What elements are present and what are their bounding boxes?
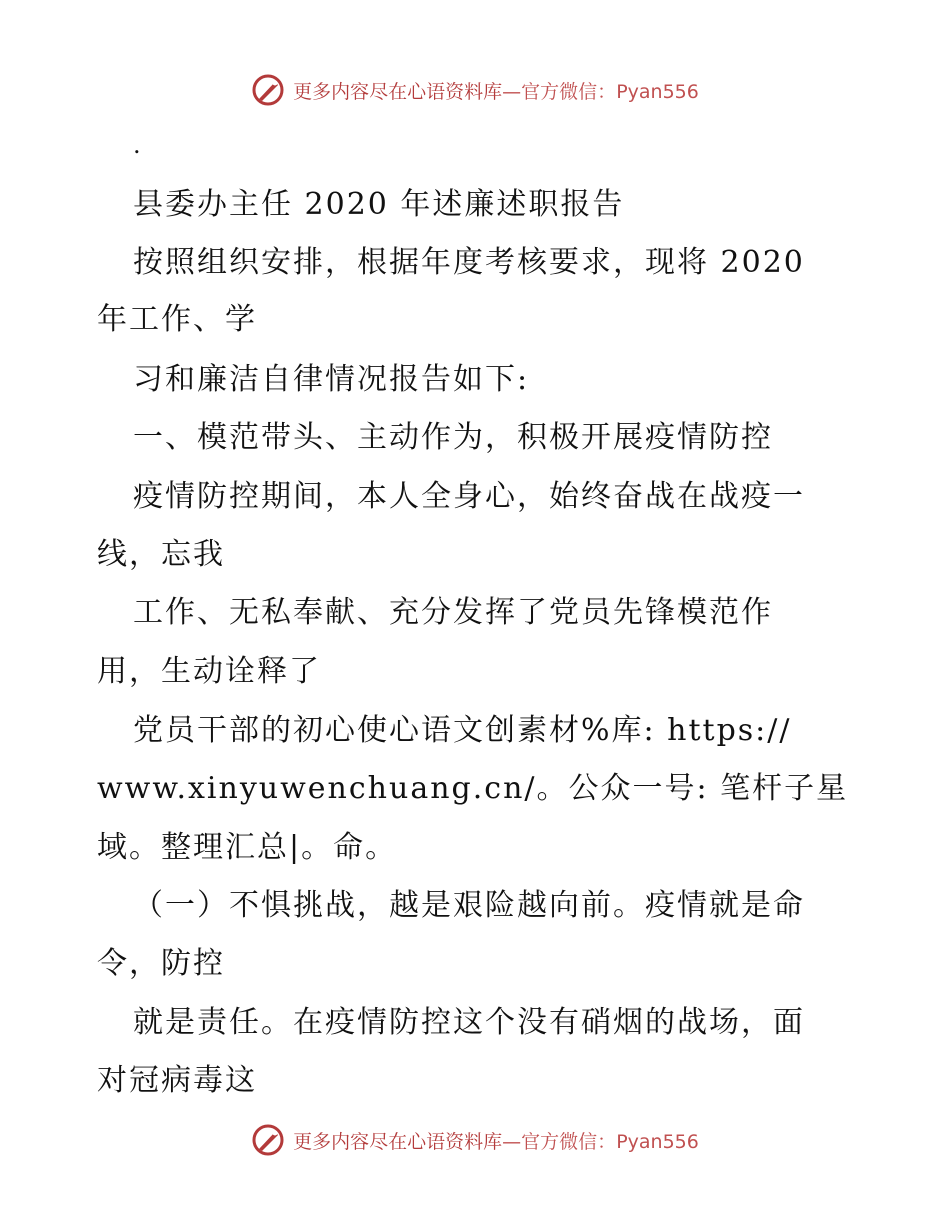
stray-dot: .	[133, 131, 141, 159]
paragraph-line: （一）不惧挑战，越是艰险越向前。疫情就是命	[133, 888, 805, 923]
pen-logo-icon	[251, 73, 285, 107]
watermark-text: 更多内容尽在心语资料库—官方微信：Pyan556	[293, 80, 699, 103]
paragraph-line: 用，生动诠释了	[97, 654, 321, 689]
paragraph-line: 工作、无私奉献、充分发挥了党员先锋模范作	[133, 595, 773, 630]
footer-watermark	[0, 1120, 950, 1160]
document-title: 县委办主任 2020 年述廉述职报告	[133, 187, 625, 222]
paragraph-line: 疫情防控期间，本人全身心，始终奋战在战疫一	[133, 479, 805, 514]
paragraph-line: 习和廉洁自律情况报告如下:	[133, 362, 530, 397]
header-watermark	[0, 70, 950, 110]
section-heading: 一、模范带头、主动作为，积极开展疫情防控	[133, 420, 773, 455]
paragraph-line: 域。整理汇总|。命。	[97, 830, 398, 865]
pen-logo-icon	[251, 1123, 285, 1157]
paragraph-line: 党员干部的初心使心语文创素材%库: https://	[133, 713, 792, 748]
paragraph-line: 按照组织安排，根据年度考核要求，现将 2020	[133, 245, 805, 280]
watermark-text: 更多内容尽在心语资料库—官方微信：Pyan556	[293, 1130, 699, 1153]
paragraph-line: 年工作、学	[97, 302, 257, 337]
paragraph-line: 令，防控	[97, 946, 225, 981]
paragraph-line: www.xinyuwenchuang.cn/。公众一号: 笔杆子星	[97, 771, 849, 806]
paragraph-line: 就是责任。在疫情防控这个没有硝烟的战场，面	[133, 1005, 805, 1040]
paragraph-line: 线，忘我	[97, 537, 225, 572]
paragraph-line: 对冠病毒这	[97, 1063, 257, 1098]
